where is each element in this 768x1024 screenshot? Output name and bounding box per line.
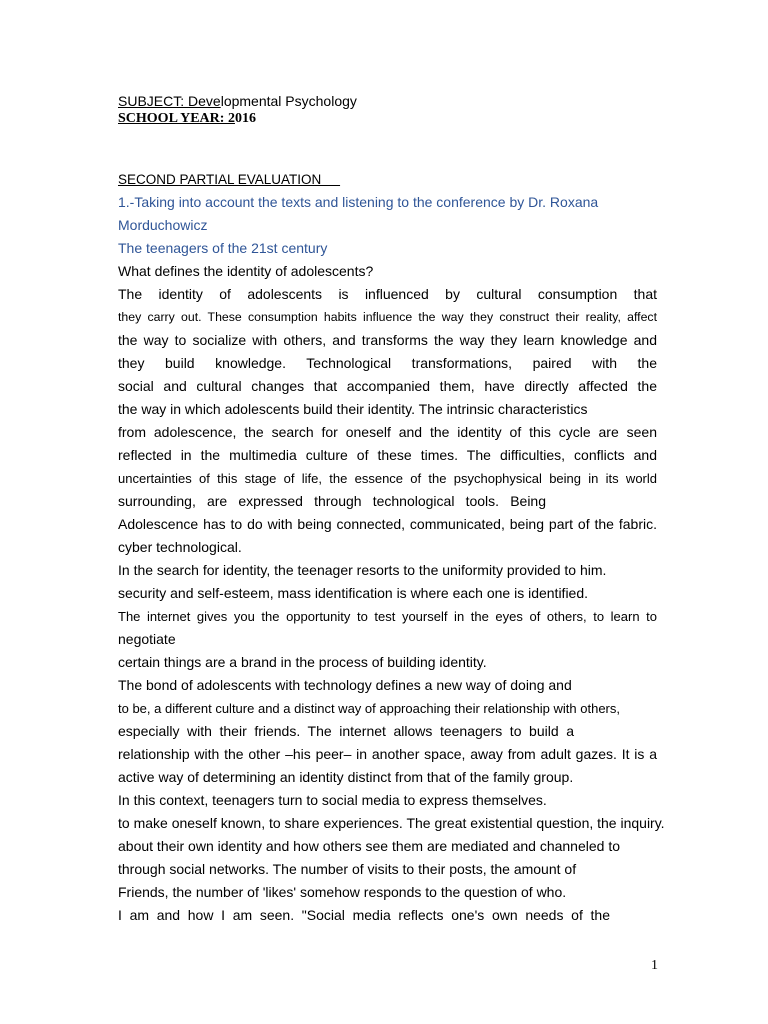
body-line: the way to socialize with others, and transforms the way they learn knowledge and — [118, 332, 657, 348]
body-line: they build knowledge. Technological transformations, paired with the — [118, 355, 657, 371]
body-line: cyber technological. — [118, 539, 242, 555]
body-line: they carry out. These consumption habits influence the way they construct their reality, affect — [118, 310, 657, 324]
body-line: reflected in the multimedia culture of these times. The difficulties, conflicts and — [118, 447, 657, 463]
body-line: surrounding, are expressed through technological tools. Being — [118, 493, 546, 509]
body-line: to make oneself known, to share experiences. The great existential question, the inquiry. — [118, 815, 665, 831]
body-line: The internet gives you the opportunity to test yourself in the eyes of others, to learn to — [118, 609, 657, 624]
section-title: SECOND PARTIAL EVALUATION — [118, 172, 341, 187]
body-line: Adolescence has to do with being connected, communicated, being part of the fabric. — [118, 516, 657, 532]
school-year-label: SCHOOL YEAR: 2 — [118, 111, 235, 126]
body-line: uncertainties of this stage of life, the essence of the psychophysical being in its world — [118, 471, 657, 486]
question-line: 1.-Taking into account the texts and listening to the conference by Dr. Roxana — [118, 194, 599, 210]
question-subtitle: The teenagers of the 21st century — [118, 240, 328, 256]
body-line: relationship with the other –his peer– in another space, away from adult gazes. It is a — [118, 746, 657, 762]
body-line: I am and how I am seen. "Social media reflects one's own needs of the — [118, 907, 610, 923]
subject-label: SUBJECT: Deve — [118, 93, 221, 109]
body-line: active way of determining an identity distinct from that of the family group. — [118, 769, 574, 785]
question-line: Morduchowicz — [118, 217, 208, 233]
body-line: through social networks. The number of visits to their posts, the amount of — [118, 861, 577, 877]
body-line: to be, a different culture and a distinct way of approaching their relationship with others, — [118, 701, 620, 716]
subject-value: lopmental Psychology — [220, 93, 357, 109]
body-line: certain things are a brand in the process of building identity. — [118, 654, 487, 670]
body-line: social and cultural changes that accompanied them, have directly affected the — [118, 378, 657, 394]
body-line: especially with their friends. The internet allows teenagers to build a — [118, 723, 574, 739]
school-year-value: 016 — [234, 111, 256, 126]
body-line: In the search for identity, the teenager resorts to the uniformity provided to him. — [118, 562, 607, 578]
body-line: The identity of adolescents is influenced by cultural consumption that — [118, 286, 657, 302]
subject-line — [118, 93, 357, 110]
body-line: negotiate — [118, 631, 176, 647]
body-line: the way in which adolescents build their identity. The intrinsic characteristics — [118, 401, 588, 417]
body-line: security and self-esteem, mass identification is where each one is identified. — [118, 585, 589, 601]
body-line: In this context, teenagers turn to social media to express themselves. — [118, 792, 547, 808]
body-line: from adolescence, the search for oneself and the identity of this cycle are seen — [118, 424, 657, 440]
body-line: The bond of adolescents with technology defines a new way of doing and — [118, 677, 572, 693]
page-number: 1 — [651, 958, 658, 973]
body-line: Friends, the number of 'likes' somehow responds to the question of who. — [118, 884, 567, 900]
body-line: about their own identity and how others see them are mediated and channeled to — [118, 838, 620, 854]
school-year-line — [118, 110, 256, 127]
body-line: What defines the identity of adolescents? — [118, 263, 374, 279]
